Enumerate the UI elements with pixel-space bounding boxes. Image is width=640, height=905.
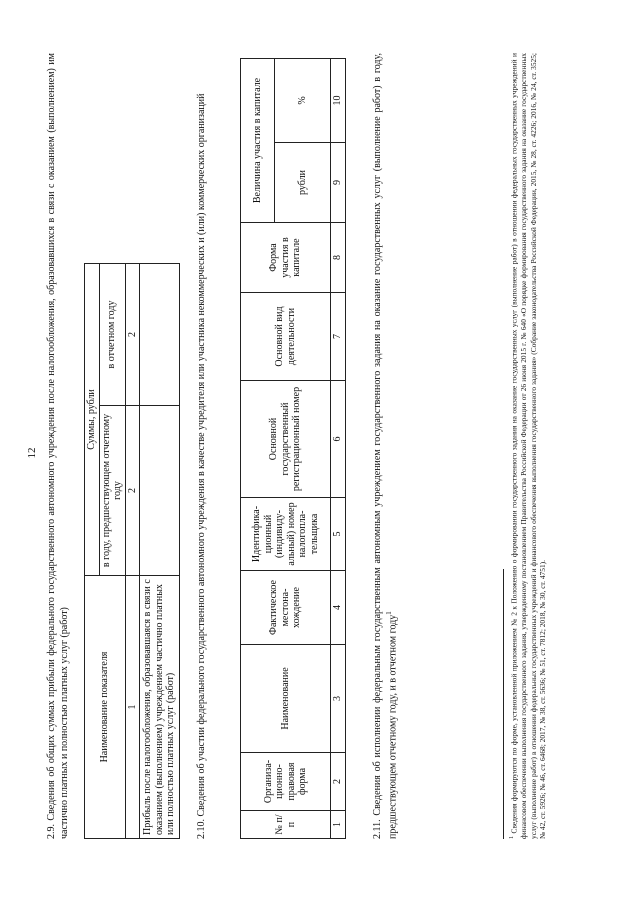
col-header-sums: Суммы, рубли xyxy=(85,264,100,576)
page-number: 12 xyxy=(26,447,38,459)
num-cell: 10 xyxy=(331,58,346,142)
num-cell: 2 xyxy=(125,264,140,406)
num-cell: 9 xyxy=(331,143,346,223)
section-2-9-heading: 2.9. Сведения об общих суммах прибыли федерального государственного автономного учреждения после налогообложения, образовавшихся в связи с оказанием (выполнением) им частично платных и полностью платных услуг (работ) xyxy=(46,53,70,839)
footnote-separator xyxy=(503,569,504,839)
footnote-mark: 1 xyxy=(509,835,515,839)
num-cell: 2 xyxy=(331,753,346,811)
col-header-inn: Идентифика-ционный (индивиду-альный) номер налогопла-тельщика xyxy=(241,498,331,571)
section-2-11-heading xyxy=(372,53,399,839)
section-2-10-heading: 2.10. Сведения об участии федерального государственного автономного учреждения в качестве учредителя или участника некоммерческих и (или) коммерческих организаций xyxy=(196,93,207,839)
col-header-percent: % xyxy=(275,58,331,142)
footnote xyxy=(508,53,548,839)
col-header-capital-share: Величина участия в капитале xyxy=(241,58,275,222)
table-2-9 xyxy=(84,263,180,839)
table-cell xyxy=(140,264,180,406)
table-2-10 xyxy=(240,58,346,839)
num-cell: 1 xyxy=(331,811,346,839)
col-header-report-year: в отчетном году xyxy=(99,264,125,406)
col-header-name: Наименование xyxy=(241,645,331,753)
num-cell: 4 xyxy=(331,571,346,645)
col-header-indicator-name: Наименование показателя xyxy=(85,576,126,839)
num-cell: 5 xyxy=(331,498,346,571)
footnote-text: Сведения формируются по форме, установленной приложением № 2 к Положению о формировании государственного задания на оказание государственных услуг (выполнение работ) в отношении федеральных государственных учреждений и финансовом обеспечении выполнения государственного задания, утвержденному постановлением Правительства Российской Федерации от 26 июня 2015 г. № 640 «О порядке формирования государственного задания на оказание государственных услуг (выполнение работ) в отношении федеральных государственных учреждений и финансового обеспечения выполнения государственного задания» (Собрание законодательства Российской Федерации, 2015, № 28, ст. 4226; 2016, № 24, ст. 3525; № 42, ст. 5926; № 46, ст. 6468; 2017, № 38, ст. 5636; № 51, ст. 7812; 2018, № 30, ст. 4751). xyxy=(509,53,548,839)
col-header-num: № п/п xyxy=(241,811,331,839)
num-cell: 8 xyxy=(331,223,346,293)
num-cell: 7 xyxy=(331,293,346,381)
col-header-location: Фактическое местона-хождение xyxy=(241,571,331,645)
footnote-ref: 1 xyxy=(384,611,393,615)
num-cell: 1 xyxy=(125,576,140,839)
col-header-participation-form: Форма участия в капитале xyxy=(241,223,331,293)
section-2-11-text: 2.11. Сведения об исполнении федеральным государственным автономным учреждением государственного задания на оказание государственных услуг (выполнение работ) в году, предшествующем отчетному году, и в отчетном году xyxy=(372,53,398,839)
num-cell: 3 xyxy=(331,645,346,753)
row-label-profit: Прибыль после налогообложения, образовавшаяся в связи с оказанием (выполнением) учреждением частично платных или полностью платных услуг (работ) xyxy=(140,576,180,839)
col-header-activity: Основной вид деятельности xyxy=(241,293,331,381)
col-header-ogrn: Основной государственный регистрационный номер xyxy=(241,381,331,498)
col-header-org-form: Организа-ционно-правовая форма xyxy=(241,753,331,811)
col-header-rubles: рубли xyxy=(275,143,331,223)
col-header-prev-year: в году, предшествующем отчетному году xyxy=(99,406,125,576)
num-cell: 6 xyxy=(331,381,346,498)
num-cell: 2 xyxy=(125,406,140,576)
table-cell xyxy=(140,406,180,576)
